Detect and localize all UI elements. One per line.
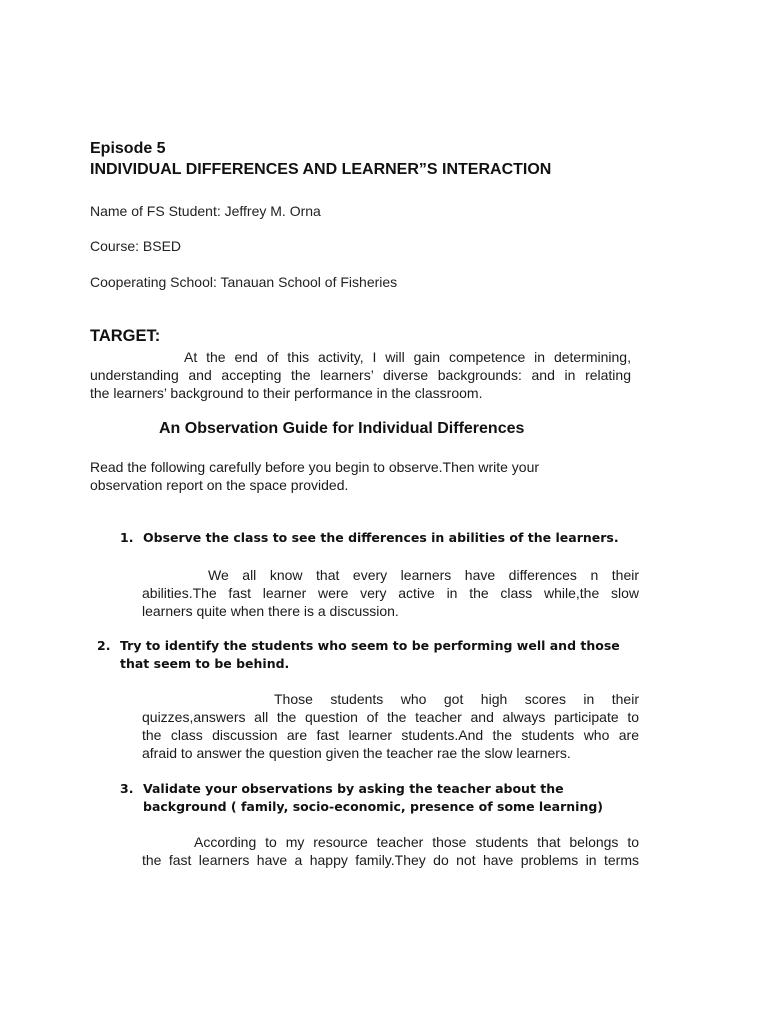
- student-name-field: Name of FS Student: Jeffrey M. Orna: [90, 203, 321, 219]
- answer-line: quizzes,answers all the question of the teacher and always participate to: [142, 709, 639, 725]
- guide-instructions: [90, 458, 590, 494]
- instruction-line: Read the following carefully before you begin to observe.Then write your: [90, 459, 540, 475]
- question-item: [120, 780, 640, 818]
- question-item: [120, 529, 640, 549]
- guide-title: An Observation Guide for Individual Differences: [159, 420, 525, 437]
- answer-line: abilities.The fast learner were very active in the class while,the slow: [142, 585, 639, 601]
- answer-line: According to my resource teacher those students that belongs to: [194, 834, 639, 850]
- question-text: background ( family, socio-economic, presence of some learning): [143, 799, 604, 814]
- question-number: 2.: [97, 638, 111, 653]
- answer-line: the fast learners have a happy family.They do not have problems in terms: [142, 852, 639, 868]
- answer-paragraph: [142, 566, 639, 620]
- question-text: that seem to be behind.: [120, 656, 290, 671]
- course-field: Course: BSED: [90, 238, 182, 254]
- target-heading: TARGET:: [90, 327, 161, 345]
- target-line: At the end of this activity, I will gain competence in determining,: [184, 349, 631, 365]
- episode-label: Episode 5: [90, 140, 166, 157]
- target-line: understanding and accepting the learners’ diverse backgrounds: and in relating: [90, 367, 631, 383]
- question-text: Try to identify the students who seem to be performing well and those: [120, 638, 620, 653]
- answer-line: afraid to answer the question given the teacher rae the slow learners.: [142, 745, 571, 761]
- answer-line: the class discussion are fast learner students.And the students who are: [142, 727, 639, 743]
- answer-paragraph: [142, 690, 639, 762]
- instruction-line: observation report on the space provided.: [90, 477, 349, 493]
- question-number: 3.: [120, 781, 134, 796]
- answer-paragraph: [142, 833, 639, 869]
- target-paragraph: [90, 348, 631, 402]
- document-title: INDIVIDUAL DIFFERENCES AND LEARNER”S INTERACTION: [90, 161, 552, 178]
- answer-line: Those students who got high scores in their: [274, 691, 639, 707]
- question-number: 1.: [120, 530, 134, 545]
- question-text: Validate your observations by asking the teacher about the: [143, 781, 564, 796]
- question-text: Observe the class to see the differences in abilities of the learners.: [143, 530, 619, 545]
- cooperating-school-field: Cooperating School: Tanauan School of Fisheries: [90, 274, 398, 290]
- target-line: the learners’ background to their performance in the classroom.: [90, 385, 483, 401]
- answer-line: We all know that every learners have differences n their: [208, 567, 639, 583]
- question-item: [97, 637, 637, 675]
- answer-line: learners quite when there is a discussion.: [142, 603, 399, 619]
